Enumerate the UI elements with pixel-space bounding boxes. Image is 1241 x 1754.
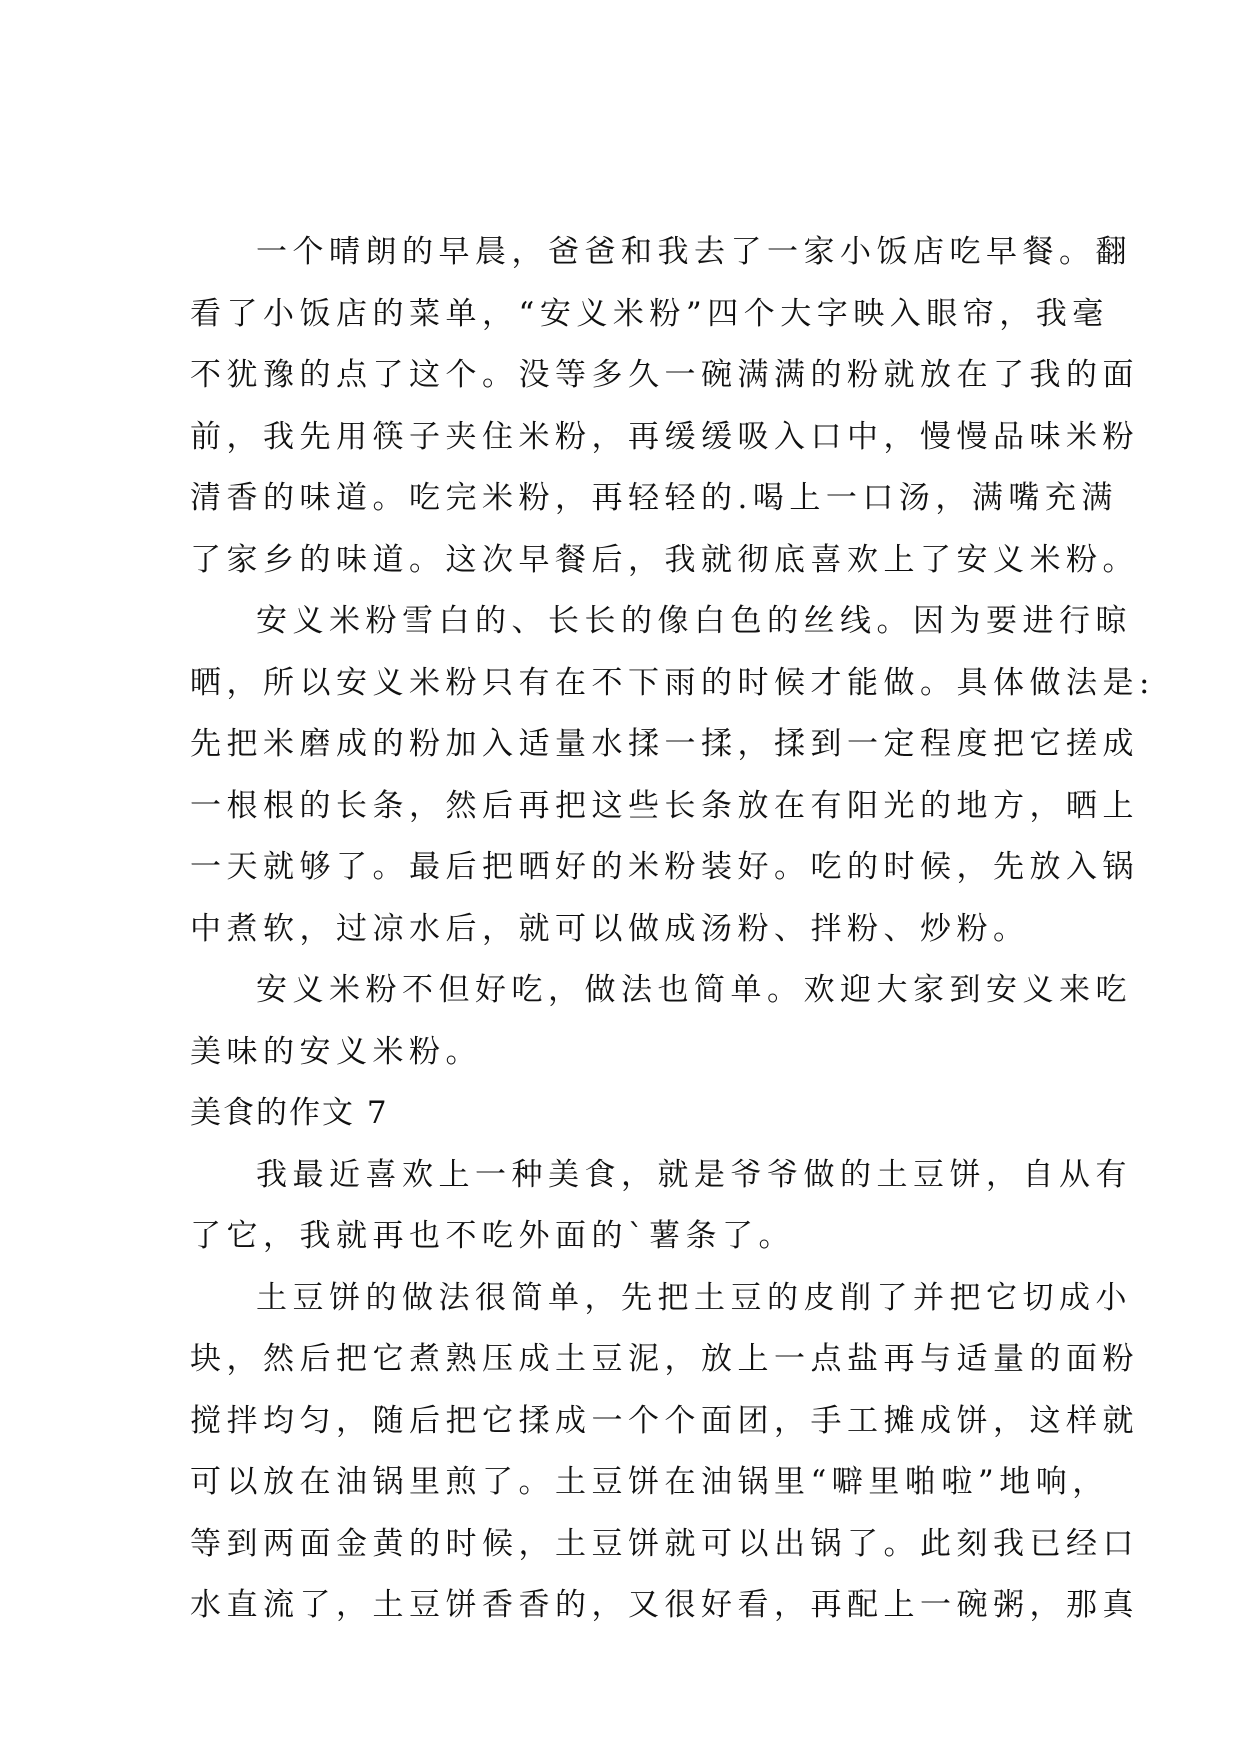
text-line: 了家乡的味道。这次早餐后，我就彻底喜欢上了安义米粉。 (190, 541, 1139, 578)
section-heading: 美食的作文 7 (190, 1095, 389, 1131)
text-line: 不犹豫的点了这个。没等多久一碗满满的粉就放在了我的面 (190, 357, 1139, 393)
text-line: 前，我先用筷子夹住米粉，再缓缓吸入口中，慢慢品味米粉 (190, 418, 1139, 455)
text-line: 中煮软，过凉水后，就可以做成汤粉、拌粉、炒粉。 (190, 910, 1030, 947)
text-line: 先把米磨成的粉加入适量水揉一揉，揉到一定程度把它搓成 (190, 726, 1139, 762)
document-page (190, 222, 1155, 1637)
text-line: 一根根的长条，然后再把这些长条放在有阳光的地方，晒上 (190, 787, 1139, 824)
text-line: 晒，所以安义米粉只有在不下雨的时候才能做。具体做法是: (190, 664, 1155, 701)
text-line: 一天就够了。最后把晒好的米粉装好。吃的时候，先放入锅 (190, 849, 1139, 885)
text-line: 安义米粉不但好吃，做法也简单。欢迎大家到安义来吃 (256, 972, 1132, 1008)
text-line: 美味的安义米粉。 (190, 1033, 482, 1070)
text-line: 安义米粉雪白的、长长的像白色的丝线。因为要进行晾 (256, 603, 1132, 639)
text-line: 我最近喜欢上一种美食，就是爷爷做的土豆饼，自从有 (256, 1156, 1132, 1193)
text-line: 土豆饼的做法很简单，先把土豆的皮削了并把它切成小 (256, 1279, 1132, 1316)
text-line: 一个晴朗的早晨，爸爸和我去了一家小饭店吃早餐。翻 (256, 234, 1132, 270)
text-line: 搅拌均匀，随后把它揉成一个个面团，手工摊成饼，这样就 (190, 1402, 1139, 1439)
text-line: 可以放在油锅里煎了。土豆饼在油锅里“噼里啪啦”地响， (190, 1464, 1109, 1500)
text-line: 块，然后把它煮熟压成土豆泥，放上一点盐再与适量的面粉 (190, 1341, 1139, 1377)
text-line: 水直流了，土豆饼香香的，又很好看，再配上一碗粥，那真 (190, 1587, 1139, 1623)
text-line: 等到两面金黄的时候，土豆饼就可以出锅了。此刻我已经口 (190, 1525, 1139, 1562)
text-line: 清香的味道。吃完米粉，再轻轻的.喝上一口汤，满嘴充满 (190, 480, 1118, 516)
text-line: 看了小饭店的菜单，“安义米粉”四个大字映入眼帘，我毫 (190, 295, 1109, 332)
text-line: 了它，我就再也不吃外面的`薯条了。 (190, 1218, 795, 1254)
